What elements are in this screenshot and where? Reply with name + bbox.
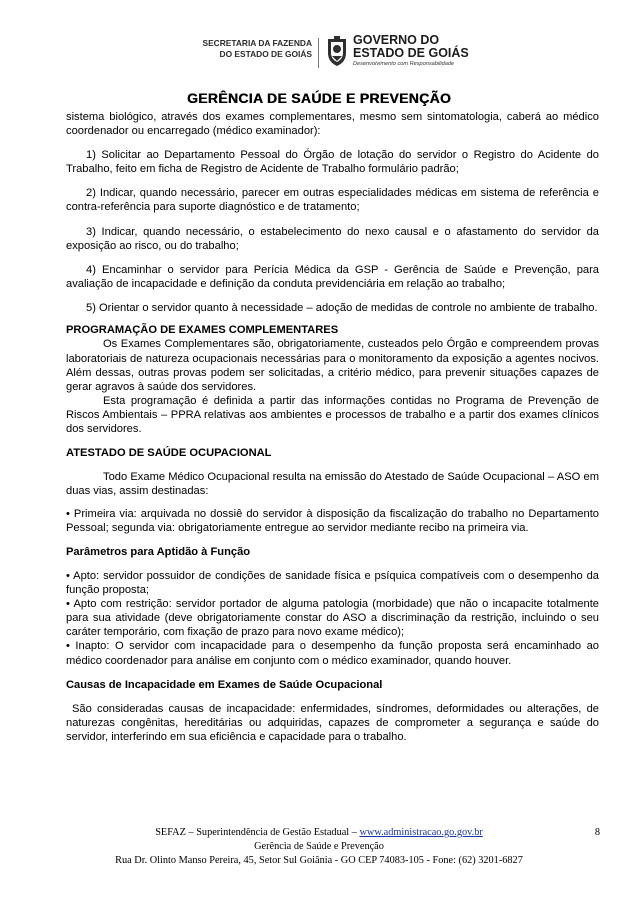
page-number: 8 xyxy=(594,827,600,838)
list-item-5: 5) Orientar o servidor quanto à necessidade – adoção de medidas de controle no ambiente de trabalho. xyxy=(86,301,598,314)
page-header xyxy=(196,33,469,74)
document-body xyxy=(66,110,599,744)
governo-logo-line1: GOVERNO DO xyxy=(353,33,440,47)
governo-logo-tagline: Desenvolvimento com Responsabilidade xyxy=(353,61,455,67)
bullet-inapto: • Inapto: O servidor com incapacidade para o desempenho da função proposta será encaminhado ao médico coordenador para análise em conjunto com o médico examinador, quando houver. xyxy=(66,640,599,667)
bullet-apto: • Apto: servidor possuidor de condições de sanidade física e psíquica compatíveis com o desempenho da função proposta; xyxy=(66,569,599,597)
programacao-paragraph-1: Os Exames Complementares são, obrigatoriamente, custeados pelo Órgão e compreendem provas laboratoriais de natureza ocupacionais necessárias para o monitoramento da exposição a agentes nocivos. Além dessas, outras provas podem ser solicitadas, a critério médico, para prevenir situações capazes de gerar agravos à saúde dos servidores. xyxy=(66,338,599,393)
heading-parametros: Parâmetros para Aptidão à Função xyxy=(66,545,251,558)
list-item-1: 1) Solicitar ao Departamento Pessoal do Órgão de lotação do servidor o Registro do Acidente do Trabalho, feito em ficha de Registro de Acidente de Trabalho formulário padrão; xyxy=(66,149,599,176)
header-divider xyxy=(318,38,319,68)
footer-address: Rua Dr. Olinto Manso Pereira, 45, Setor Sul Goiânia - GO CEP 74083-105 - Fone: (62) 3201-6827 xyxy=(115,855,523,866)
list-item-2: 2) Indicar, quando necessário, parecer em outras especialidades médicas em sistema de referência e contra-referência para suporte diagnóstico e de tratamento; xyxy=(66,187,599,214)
atestado-vias-bullet: • Primeira via: arquivada no dossiê do servidor à disposição da fiscalização do trabalho no Departamento Pessoal; segunda via: obrigatoriamente entregue ao servidor mediante recibo na primeira via. xyxy=(66,507,599,534)
heading-atestado: ATESTADO DE SAÚDE OCUPACIONAL xyxy=(66,447,272,460)
footer-line-2: Gerência de Saúde e Prevenção xyxy=(254,841,384,852)
governo-goias-logo xyxy=(353,33,469,72)
sefaz-logo-line2: DO ESTADO DE GOIÁS xyxy=(219,49,312,59)
governo-logo-line2: ESTADO DE GOIÁS xyxy=(353,46,469,60)
footer-line-1 xyxy=(0,826,638,840)
list-item-4: 4) Encaminhar o servidor para Perícia Médica da GSP - Gerência de Saúde e Prevenção, para avaliação de incapacidade e definição da conduta previdenciária em relação ao trabalho; xyxy=(66,263,599,290)
intro-paragraph: sistema biológico, através dos exames complementares, mesmo sem sintomatologia, caberá ao médico coordenador ou encarregado (médico examinador): xyxy=(66,111,599,138)
sefaz-logo-line1: SECRETARIA DA FAZENDA xyxy=(202,38,312,48)
atestado-paragraph: Todo Exame Médico Ocupacional resulta na emissão do Atestado de Saúde Ocupacional – ASO em duas vias, assim destinadas: xyxy=(66,471,599,498)
causas-paragraph: São consideradas causas de incapacidade: enfermidades, síndromes, deformidades ou alterações, de naturezas congênitas, hereditárias ou adquiridas, capazes de comprometer a segurança e saúde do servidor, interferindo em sua eficiência e capacidade para o trabalho. xyxy=(66,702,599,743)
state-seal-icon xyxy=(325,36,349,68)
footer-org-text: SEFAZ – Superintendência de Gestão Estadual – xyxy=(155,827,360,838)
page-footer xyxy=(0,826,638,868)
heading-causas: Causas de Incapacidade em Exames de Saúde Ocupacional xyxy=(66,678,383,691)
programacao-paragraph-2: Esta programação é definida a partir das informações contidas no Programa de Prevenção de Riscos Ambientais – PPRA relativas aos ambientes e processos de trabalho e a partir dos exames clínicos dos servidores. xyxy=(66,394,599,435)
page-title: GERÊNCIA DE SAÚDE E PREVENÇÃO xyxy=(186,90,452,106)
bullet-apto-restricao: • Apto com restrição: servidor portador de alguma patologia (morbidade) que não o incapacite totalmente para sua atividade (deve obrigatoriamente constar do ASO a discriminação da restrição, incluindo o seu caráter temporário, com fixação de prazo para novo exame médico); xyxy=(66,598,599,639)
sefaz-logo xyxy=(196,38,312,68)
footer-website-link[interactable]: www.administracao.go.gov.br xyxy=(359,827,483,838)
list-item-3: 3) Indicar, quando necessário, o estabelecimento do nexo causal e o afastamento do servidor da exposição ao risco, ou do trabalho; xyxy=(66,225,599,252)
heading-programacao: PROGRAMAÇÃO DE EXAMES COMPLEMENTARES xyxy=(66,324,339,337)
